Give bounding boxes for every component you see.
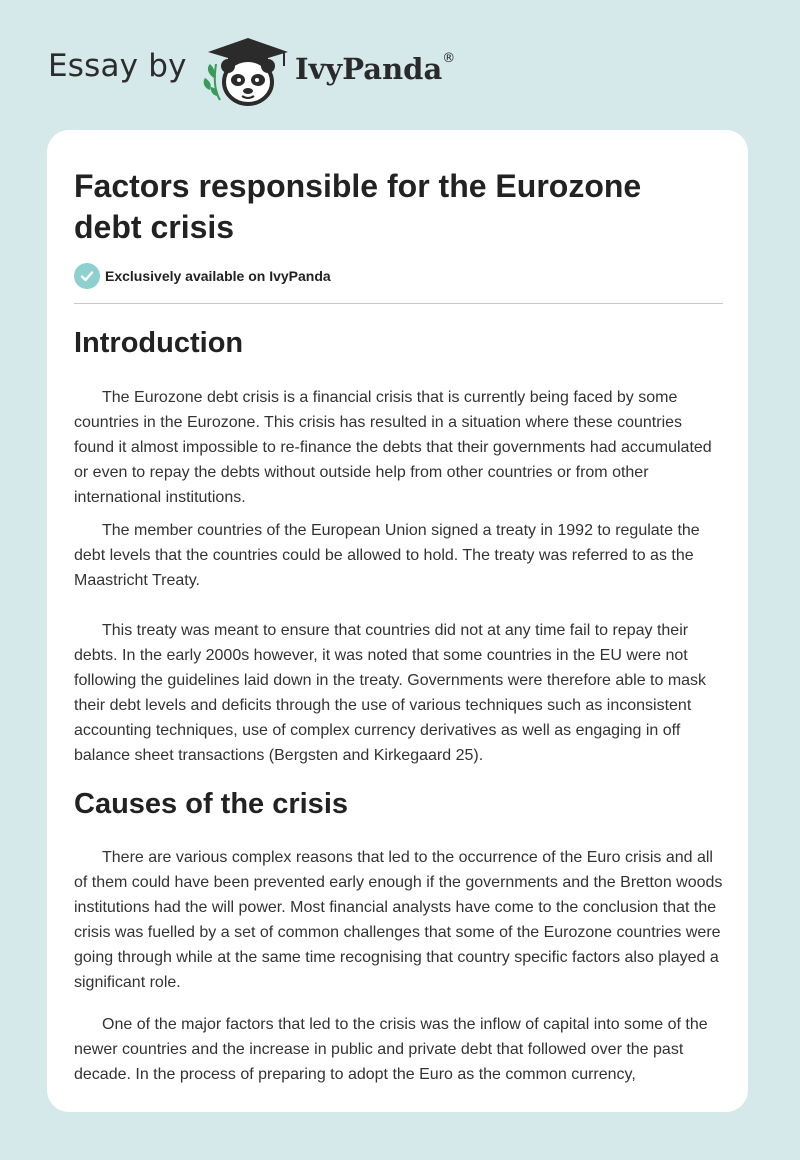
essay-by-label: Essay by — [48, 48, 187, 84]
paragraph: The Eurozone debt crisis is a financial crisis that is currently being faced by some countries in the Eurozone. This crisis has resulted in a situation where these countries found it almost impossible to re-finance the debts that their governments had accumulated or even to repay the debts without outside help from other countries or from other international institutions. — [74, 389, 712, 506]
page-title: Factors responsible for the Eurozone debt crisis — [74, 168, 642, 245]
check-icon — [74, 263, 100, 289]
panda-graduate-icon[interactable] — [200, 34, 292, 110]
paragraph: There are various complex reasons that led to the occurrence of the Euro crisis and all of them could have been prevented early enough if the governments and the Bretton woods institutions had the will power. Most financial analysts have come to the conclusion that the crisis was fuelled by a set of common challenges that some of the Eurozone countries were going through while at the same time recognising that country specific factors also played a significant role. — [74, 849, 723, 991]
exclusive-badge — [74, 262, 331, 290]
section-heading-introduction: Introduction — [74, 327, 244, 359]
brand-logo-text[interactable]: IvyPanda® — [295, 51, 456, 86]
paragraph: The member countries of the European Union signed a treaty in 1992 to regulate the debt levels that the countries could be allowed to hold. The treaty was referred to as the Maastricht Treaty. — [74, 522, 700, 589]
divider — [74, 303, 723, 304]
badge-label: Exclusively available on IvyPanda — [105, 268, 331, 284]
section-heading-causes: Causes of the crisis — [74, 788, 348, 820]
site-header — [0, 0, 800, 120]
paragraph: This treaty was meant to ensure that countries did not at any time fail to repay their debts. In the early 2000s however, it was noted that some countries in the EU were not following the guidelines laid down in the treaty. Governments were therefore able to mask their debt levels and deficits through the use of various techniques such as inconsistent accounting techniques, use of complex currency derivatives as well as engaging in off balance sheet transactions (Bergsten and Kirkegaard 25). — [74, 622, 707, 764]
paragraph: One of the major factors that led to the crisis was the inflow of capital into some of the newer countries and the increase in public and private debt that followed over the past decade. In the process of preparing to adopt the Euro as the common currency, — [74, 1016, 708, 1083]
essay-card — [47, 130, 748, 1112]
